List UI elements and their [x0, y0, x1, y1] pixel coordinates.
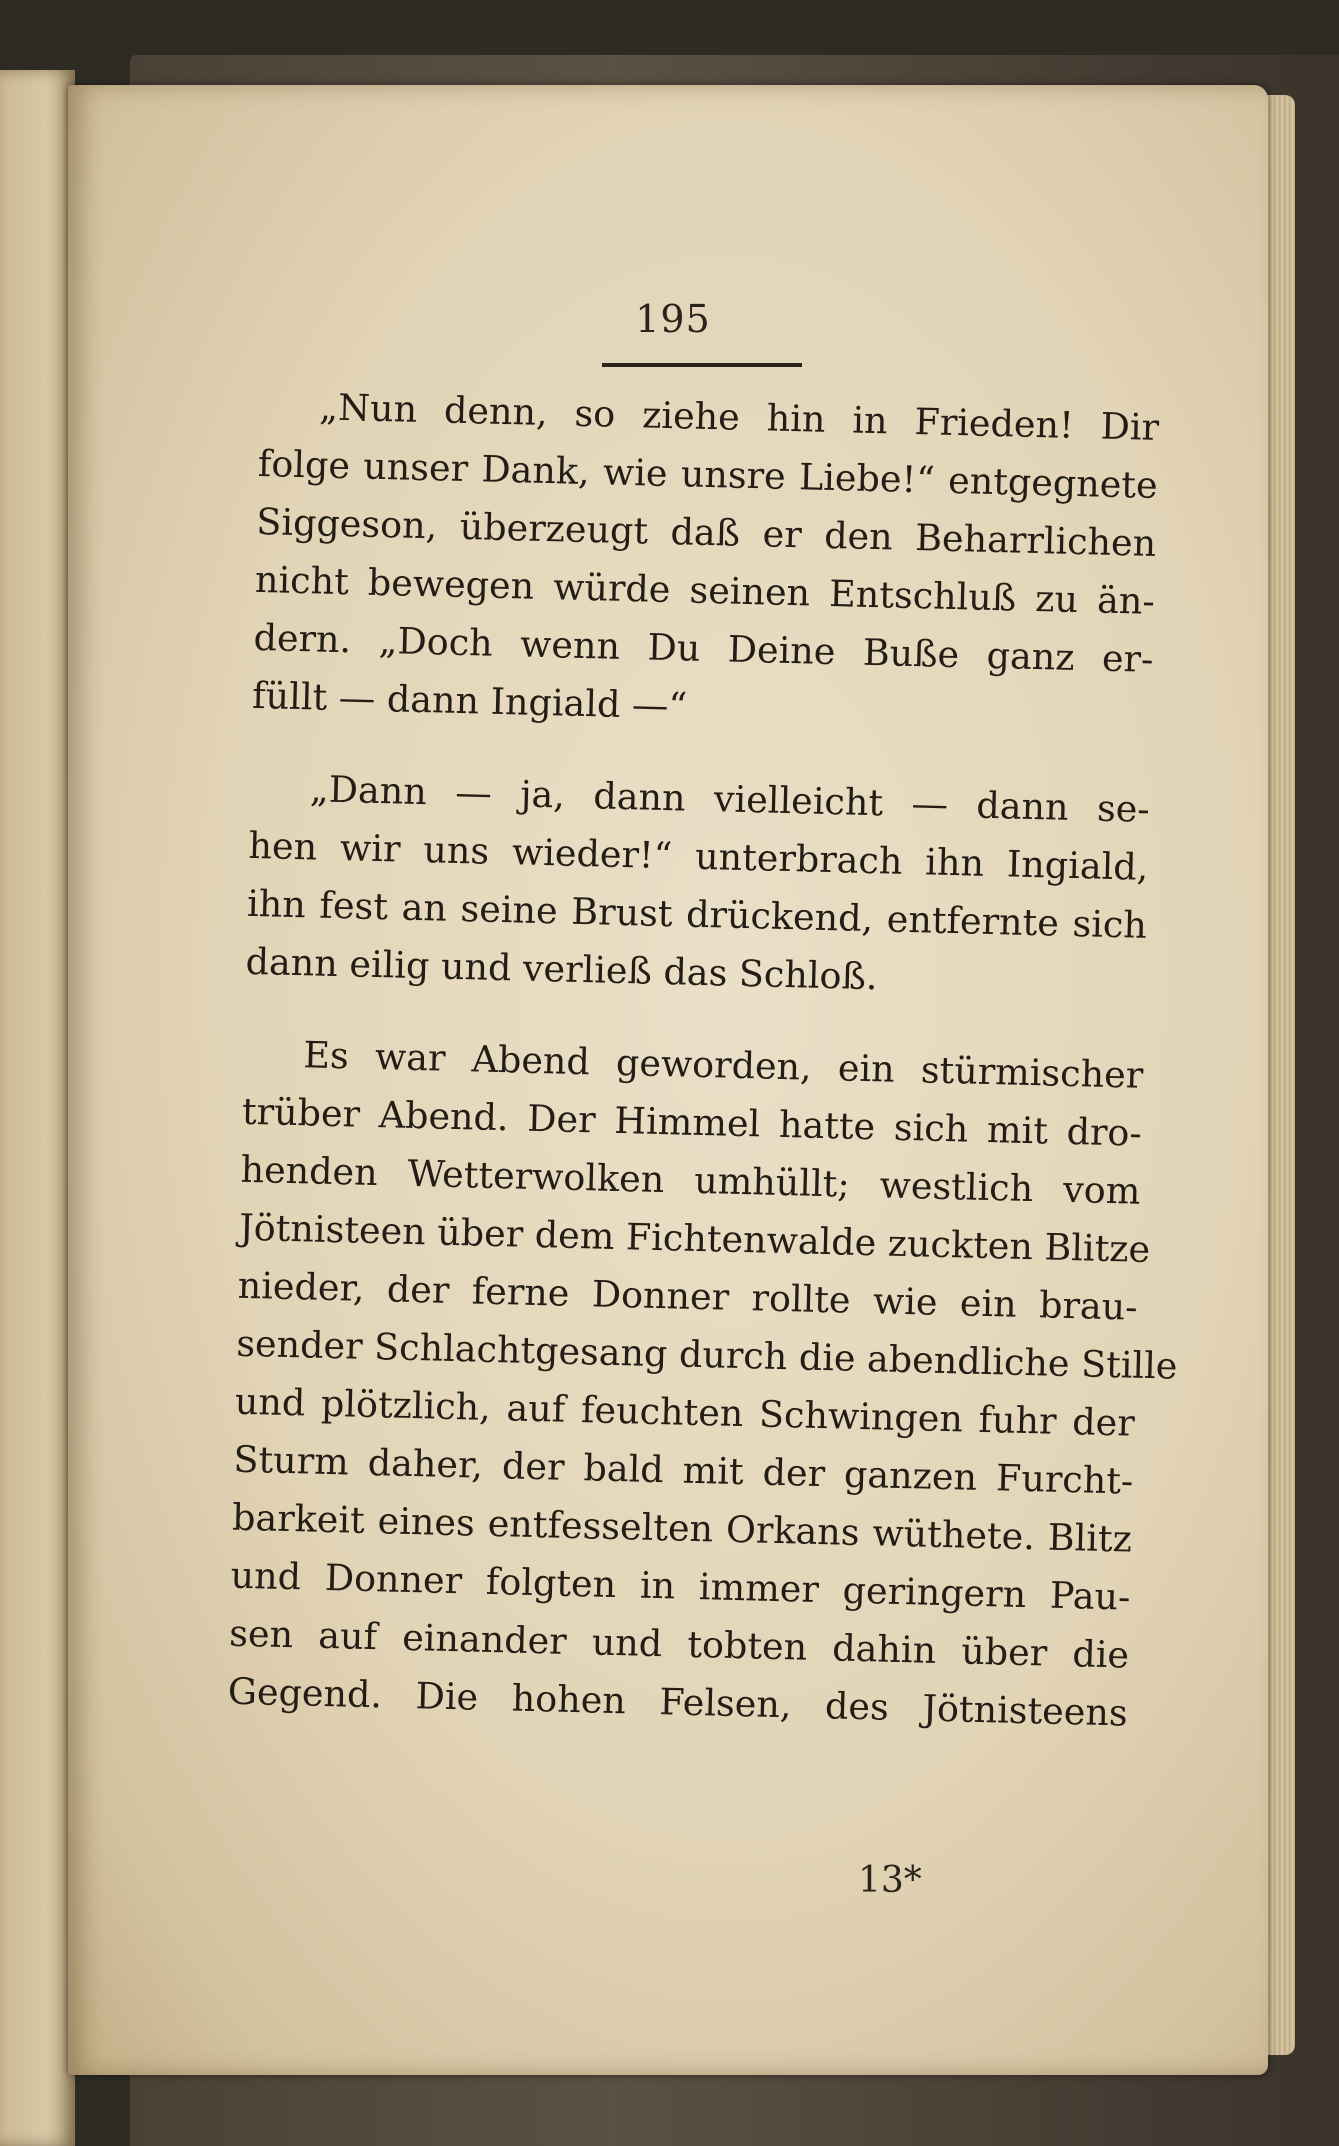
text-line: sender Schlachtgesang durch die abendliche Stille	[235, 1321, 1178, 1388]
body-text	[227, 377, 1178, 1743]
text-line: dann eilig und verließ das Schloß.	[245, 939, 879, 999]
text-line: Siggeson, überzeugt daß er den Beharrlichen	[255, 499, 1157, 565]
text-line: sen auf einander und tobten dahin über die	[228, 1611, 1130, 1677]
book-page	[68, 85, 1268, 2075]
text-line: folge unser Dank, wie unsre Liebe!“ entgegnete	[257, 441, 1159, 507]
signature-mark: 13*	[858, 1860, 922, 1901]
page-number: 195	[635, 297, 711, 341]
text-line: Jötnisteen über dem Fichtenwalde zuckten Blitze	[238, 1205, 1151, 1272]
text-line: füllt — dann Ingiald —“	[251, 673, 688, 728]
paragraph-2	[245, 759, 1150, 1013]
text-line: Es war Abend geworden, ein stürmischer	[302, 1033, 1144, 1097]
paragraph-1	[251, 377, 1159, 747]
text-line: hen wir uns wieder!“ unterbrach ihn Ingiald,	[248, 823, 1149, 889]
header-rule	[602, 363, 802, 367]
text-line: und plötzlich, auf feuchten Schwingen fuhr der	[234, 1379, 1136, 1445]
text-line: dern. „Doch wenn Du Deine Buße ganz er-	[253, 615, 1154, 681]
text-line: nieder, der ferne Donner rollte wie ein brau-	[237, 1263, 1139, 1329]
text-line: Sturm daher, der bald mit der ganzen Furcht-	[233, 1437, 1134, 1503]
left-page-edge	[0, 70, 75, 2146]
text-line: Gegend. Die hohen Felsen, des Jötnisteens	[227, 1669, 1129, 1735]
text-line: nicht bewegen würde seinen Entschluß zu än-	[254, 557, 1156, 623]
text-line: trüber Abend. Der Himmel hatte sich mit dro-	[241, 1089, 1143, 1155]
text-line: barkeit eines entfesselten Orkans wüthete. Blitz	[231, 1495, 1133, 1561]
text-line: henden Wetterwolken umhüllt; westlich vom	[240, 1147, 1141, 1213]
text-line: „Nun denn, so ziehe hin in Frieden! Dir	[318, 385, 1160, 449]
text-line: und Donner folgten in immer geringern Pau-	[230, 1553, 1131, 1619]
text-line: „Dann — ja, dann vielleicht — dann se-	[309, 767, 1151, 831]
paragraph-3	[227, 1025, 1178, 1743]
text-line: ihn fest an seine Brust drückend, entfernte sich	[246, 881, 1148, 947]
